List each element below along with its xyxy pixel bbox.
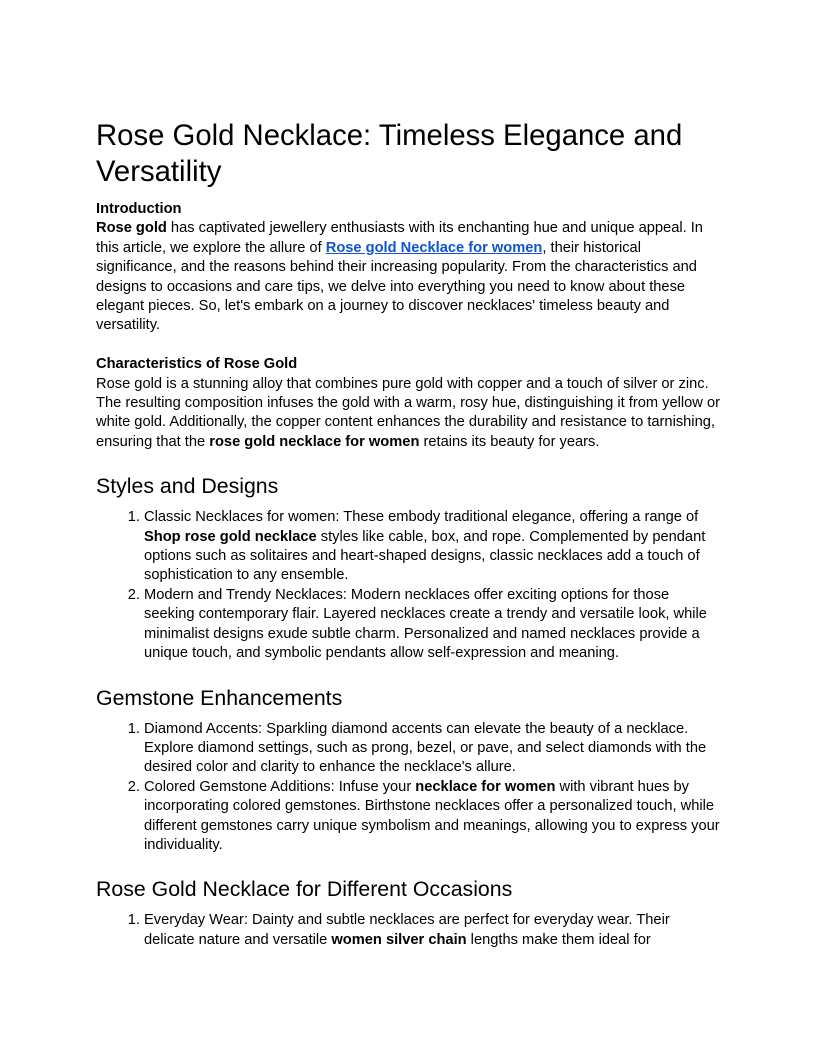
text: has captivated jewellery enthusiasts with its enchanting hue and unique appeal. In this article, we explore the allure of [96, 220, 703, 256]
list-item [144, 586, 720, 664]
intro-heading: Introduction [96, 201, 182, 217]
text: Diamond Accents: Sparkling diamond accents can elevate the beauty of a necklace. Explore diamond settings, such as prong, bezel, or pave, and select diamonds with the desired color and clarity to enhance the necklace's allure. [144, 720, 707, 776]
bold-text: necklace for women [415, 778, 556, 795]
intro-paragraph [96, 219, 720, 335]
characteristics-paragraph [96, 375, 720, 453]
occasions-list [96, 911, 720, 950]
document-page [96, 118, 720, 950]
list-item [144, 778, 720, 856]
text: Classic Necklaces for women: These embody traditional elegance, offering a range of [144, 509, 699, 526]
occasions-heading: Rose Gold Necklace for Different Occasions [96, 877, 513, 902]
text: Modern and Trendy Necklaces: Modern necklaces offer exciting options for those seeking contemporary flair. Layered necklaces create a trendy and versatile look, while minimalist designs exude subtle charm. Personalized and named necklaces provide a unique touch, and symbolic pendants allow self-expression and meaning. [144, 586, 707, 662]
text: lengths make them ideal for [466, 931, 651, 948]
list-item [144, 911, 720, 950]
gemstone-list [96, 720, 720, 856]
list-item [144, 720, 720, 778]
styles-heading: Styles and Designs [96, 474, 279, 499]
text: , their historical significance, and the reasons behind their increasing popularity. From the characteristics and designs to occasions and care tips, we delve into everything you need to know about these elegant pieces. So, let's embark on a journey to discover necklaces' timeless beauty and versatility. [96, 239, 697, 334]
characteristics-heading: Characteristics of Rose Gold [96, 356, 298, 373]
bold-text: rose gold necklace for women [209, 433, 420, 450]
text: Everyday Wear: Dainty and subtle necklaces are perfect for everyday wear. Their delicate nature and versatile [144, 912, 670, 948]
document-title: Rose Gold Necklace: Timeless Elegance and Versatility [96, 119, 683, 188]
list-item [144, 508, 720, 586]
rose-gold-necklace-link[interactable]: Rose gold Necklace for women [325, 239, 543, 256]
text: Colored Gemstone Additions: Infuse your [144, 778, 416, 795]
text: Rose gold is a stunning alloy that combines pure gold with copper and a touch of silver or zinc. The resulting composition infuses the gold with a warm, rosy hue, distinguishing it from yellow or white gold. Additionally, the copper content enhances the durability and resistance to tarnishing, ensuring that the [96, 375, 720, 450]
bold-text: Shop rose gold necklace [144, 528, 317, 545]
bold-text: Rose gold [96, 220, 167, 237]
text: retains its beauty for years. [419, 433, 600, 450]
styles-list [96, 508, 720, 663]
text: styles like cable, box, and rope. Complemented by pendant options such as solitaires and heart-shaped designs, classic necklaces add a touch of sophistication to any ensemble. [144, 528, 706, 584]
bold-text: women silver chain [331, 931, 467, 948]
text: with vibrant hues by incorporating colored gemstones. Birthstone necklaces offer a personalized touch, while different gemstones carry unique symbolism and meanings, allowing you to express your individuality. [144, 778, 720, 853]
gemstone-heading: Gemstone Enhancements [96, 685, 343, 710]
